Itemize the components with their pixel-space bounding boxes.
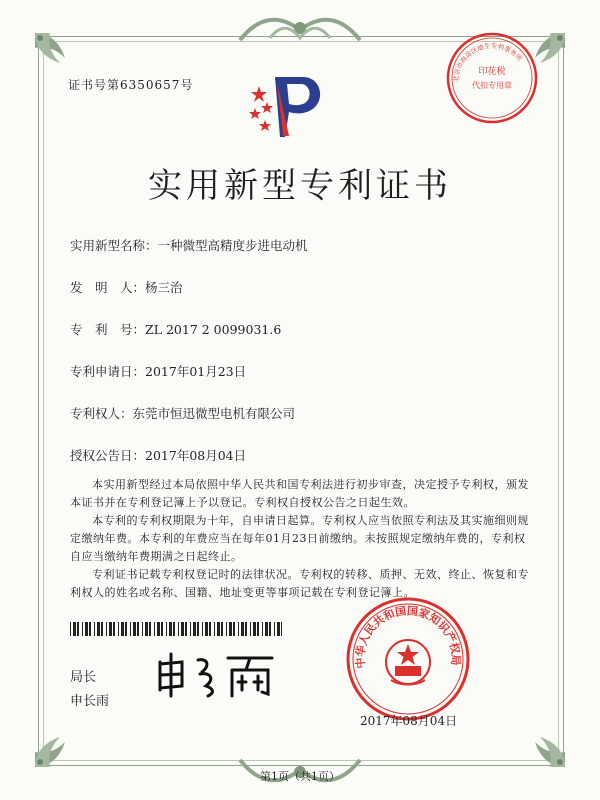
certificate-number: 证书号第6350657号: [68, 78, 194, 92]
certificate-inner-border: [43, 41, 559, 761]
field-label: 实用新型名称：: [70, 238, 158, 253]
field-label: 专利权人：: [70, 406, 133, 421]
certificate-body: [70, 476, 530, 602]
svg-text:中华人民共和国国家知识产权局: 中华人民共和国国家知识产权局: [353, 604, 463, 670]
svg-text:北京市海淀区迪生专利事务所: 北京市海淀区迪生专利事务所: [451, 41, 524, 83]
field-patentee: [70, 404, 295, 422]
field-grant-date: [70, 446, 246, 464]
corner-ornament-icon: [500, 702, 570, 772]
field-patent-number: [70, 320, 281, 338]
field-value: 2017年08月04日: [145, 448, 247, 463]
seal-date: 2017年08月04日: [360, 714, 458, 728]
paragraph-term: 本专利的专利权期限为十年，自申请日起算。专利权人应当依照专利法及其实施细则规定缴纳年费。本专利的年费应当在每年01月23日前缴纳。未按照规定缴纳年费的，专利权自应当缴纳年费期满之日起终止。: [70, 514, 529, 563]
field-utility-model-name: [70, 236, 308, 254]
field-value: 东莞市恒迅微型电机有限公司: [132, 406, 296, 421]
field-value: 一种微型高精度步进电动机: [157, 238, 308, 253]
patent-office-logo-icon: [245, 72, 325, 142]
paragraph-legal-status: 专利证书记载专利权登记时的法律状况。专利权的转移、质押、无效、终止、恢复和专利权人的姓名或名称、国籍、地址变更等事项记载在专利登记簿上。: [70, 568, 529, 599]
svg-text:代扣专用章: 代扣专用章: [472, 81, 512, 90]
director-title: 局长: [70, 670, 97, 685]
official-seal: [345, 596, 471, 722]
corner-ornament-icon: [30, 702, 100, 772]
field-value: 杨三治: [145, 280, 183, 295]
barcode-icon: [70, 622, 282, 636]
field-value: ZL 2017 2 0099031.6: [145, 322, 282, 337]
top-ornament-icon: [230, 10, 370, 50]
page-number: 第1页（共1页）: [260, 770, 340, 783]
field-value: 2017年01月23日: [145, 364, 247, 379]
field-label: 发 明 人：: [70, 280, 146, 295]
field-label: 专 利 号：: [70, 322, 146, 337]
director-signature: [150, 650, 280, 700]
field-application-date: [70, 362, 246, 380]
paragraph-grant: 本实用新型经过本局依照中华人民共和国专利法进行初步审查，决定授予专利权，颁发本证书并在专利登记簿上予以登记。专利权自授权公告之日起生效。: [70, 478, 529, 509]
certificate-title: 实用新型专利证书: [148, 166, 452, 206]
director-name: 申长雨: [70, 694, 110, 709]
field-inventor: [70, 278, 183, 296]
svg-text:印花税: 印花税: [478, 67, 506, 77]
field-label: 专利申请日：: [70, 364, 146, 379]
tax-stamp-seal: [444, 30, 540, 126]
field-label: 授权公告日：: [70, 448, 146, 463]
